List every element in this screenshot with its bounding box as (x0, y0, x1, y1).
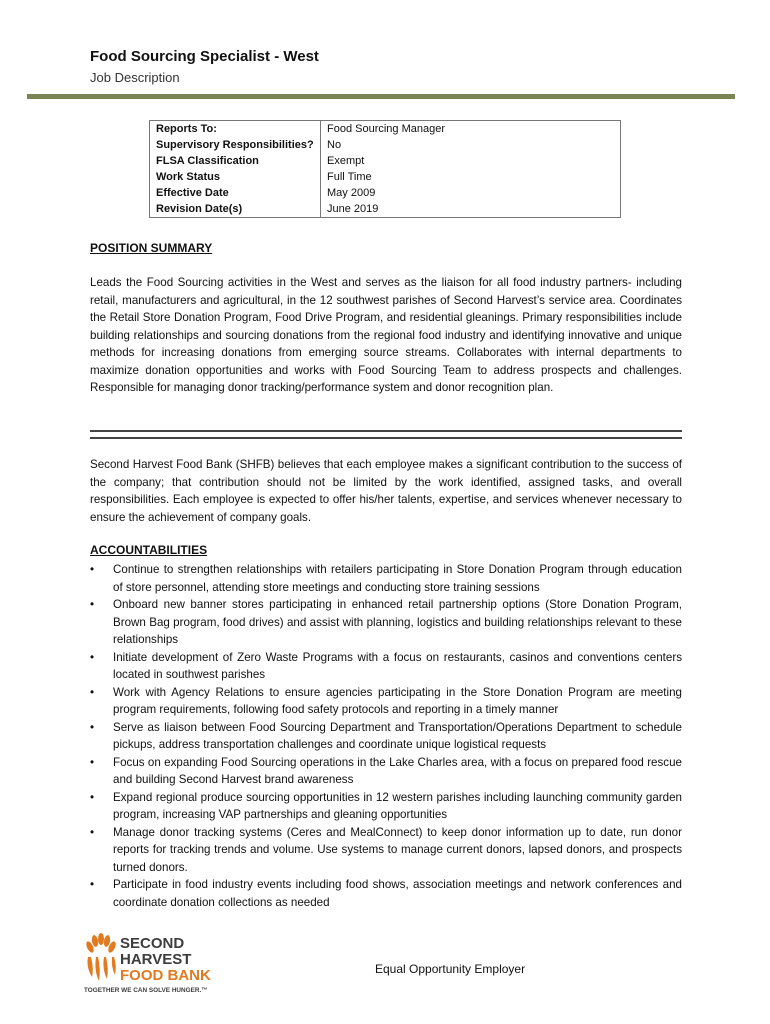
info-value: Food Sourcing Manager (327, 123, 446, 135)
logo-line2: HARVEST (120, 951, 192, 968)
list-item: • Participate in food industry events including food shows, association meetings and network conferences and coordinate donation collections as needed (90, 876, 682, 911)
list-item: • Expand regional produce sourcing opportunities in 12 western parishes including launching community garden program, increasing VAP partnerships and gleaning opportunities (90, 789, 682, 824)
info-value: June 2019 (327, 203, 379, 215)
info-label: Supervisory Responsibilities? (150, 137, 321, 153)
list-item: • Serve as liaison between Food Sourcing Department and Transportation/Operations Department to schedule pickups, address transportation challenges and coordinate unique logistical requests (90, 719, 682, 754)
info-value: No (327, 139, 342, 151)
table-row (150, 169, 621, 185)
section-divider (90, 430, 682, 439)
belief-statement: Second Harvest Food Bank (SHFB) believes that each employee makes a significant contribution to the success of the company; that contribution should not be limited by the work identified, assigned tasks, and overall responsibilities. Each employee is expected to offer his/her talents, expertise, and services whenever necessary to ensure the achievement of company goals. (90, 458, 682, 524)
position-summary-heading: POSITION SUMMARY (90, 241, 213, 255)
list-item: • Initiate development of Zero Waste Programs with a focus on restaurants, casinos and conventions centers located in southwest parishes (90, 649, 682, 684)
info-value: Full Time (327, 171, 372, 183)
table-row (150, 153, 621, 169)
info-label: Reports To: (150, 121, 321, 138)
info-value: Exempt (327, 155, 365, 167)
info-label: Effective Date (150, 185, 321, 201)
logo-line1: SECOND (120, 935, 185, 952)
info-value: May 2009 (327, 187, 376, 199)
list-item: • Focus on expanding Food Sourcing operations in the Lake Charles area, with a focus on prepared food rescue and building Second Harvest brand awareness (90, 754, 682, 789)
wheat-icon (85, 933, 118, 981)
accountabilities-list (90, 561, 682, 911)
footer-text: Equal Opportunity Employer (375, 962, 526, 976)
info-label: FLSA Classification (150, 153, 321, 169)
table-row (150, 121, 621, 138)
list-item: • Work with Agency Relations to ensure agencies participating in the Store Donation Program are meeting program requirements, following food safety protocols and reporting in a timely manner (90, 684, 682, 719)
list-item: • Manage donor tracking systems (Ceres and MealConnect) to keep donor information up to date, run donor reports for tracking trends and volume. Use systems to manage current donors, lapsed donors, and prospects turned donors. (90, 824, 682, 877)
list-item: • Onboard new banner stores participating in enhanced retail partnership options (Store Donation Program, Brown Bag program, food drives) and assist with planning, logistics and building relationships relevant to these relationships (90, 596, 682, 649)
logo-tagline: TOGETHER WE CAN SOLVE HUNGER.™ (84, 987, 208, 994)
table-row (150, 137, 621, 153)
table-row (150, 201, 621, 218)
document-title: Food Sourcing Specialist - West (90, 48, 319, 65)
document-subtitle: Job Description (90, 70, 180, 85)
position-summary-text: Leads the Food Sourcing activities in the West and serves as the liaison for all food industry partners- including retail, manufacturers and agricultural, in the 12 southwest parishes of Second Harvest’s service area. Coordinates the Retail Store Donation Program, Food Drive Program, and residential gleanings. Primary responsibilities include building relationships and sourcing donations from the regional food industry and identifying innovative and unique methods for increasing donations from emerging source streams. Collaborates with internal departments to maximize donation opportunities and works with Food Sourcing Team to address prospects and challenges. Responsible for managing donor tracking/performance system and donor recognition plan. (90, 276, 682, 394)
info-label: Work Status (150, 169, 321, 185)
table-row (150, 185, 621, 201)
header-rule (27, 94, 735, 99)
accountabilities-heading: ACCOUNTABILITIES (90, 543, 208, 557)
job-info-table (149, 120, 621, 218)
logo-line3: FOOD BANK (120, 967, 211, 984)
second-harvest-logo (82, 933, 242, 995)
info-label: Revision Date(s) (150, 201, 321, 218)
list-item: • Continue to strengthen relationships with retailers participating in Store Donation Program through education of store personnel, attending store meetings and conducting store training sessions (90, 561, 682, 596)
